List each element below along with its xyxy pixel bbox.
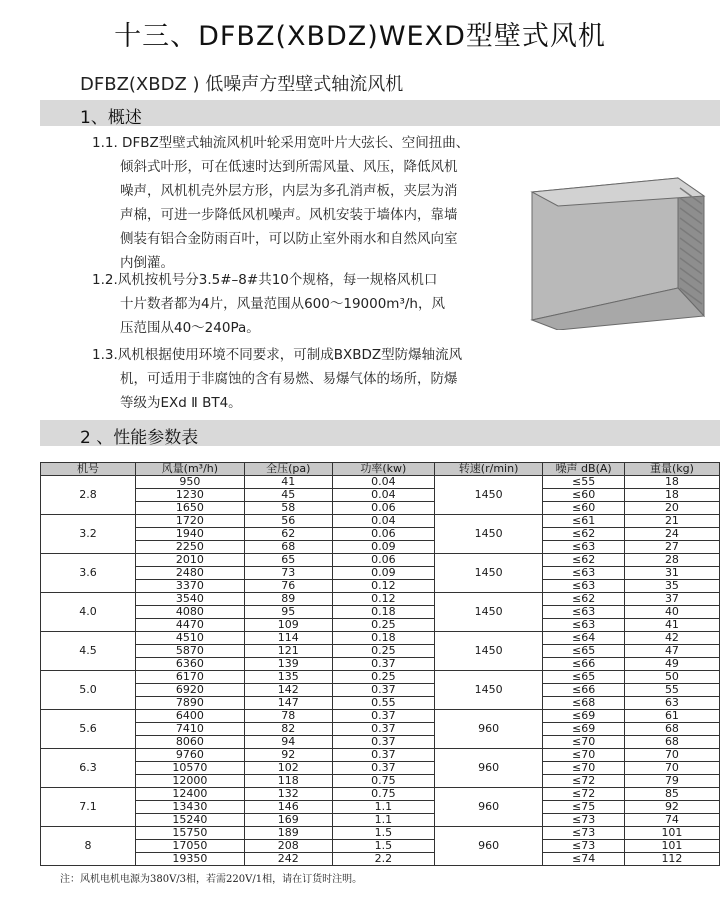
- power-cell: 0.18: [332, 632, 434, 645]
- noise-cell: ≤63: [543, 541, 624, 554]
- table-row: [41, 801, 720, 814]
- airflow-cell: 9760: [136, 749, 245, 762]
- airflow-cell: 2250: [136, 541, 245, 554]
- power-cell: 0.09: [332, 567, 434, 580]
- overview-line: 侧装有铝合金防雨百叶，可以防止室外雨水和自然风向室: [120, 231, 458, 247]
- noise-cell: ≤75: [543, 801, 624, 814]
- noise-cell: ≤63: [543, 606, 624, 619]
- pressure-cell: 95: [244, 606, 332, 619]
- overview-line: 内倒灌。: [120, 255, 174, 271]
- speed-cell: 960: [434, 710, 543, 749]
- weight-cell: 18: [624, 489, 719, 502]
- airflow-cell: 8060: [136, 736, 245, 749]
- weight-cell: 21: [624, 515, 719, 528]
- power-cell: 0.37: [332, 710, 434, 723]
- noise-cell: ≤72: [543, 775, 624, 788]
- overview-line: 压范围从40～240Pa。: [120, 320, 260, 336]
- weight-cell: 112: [624, 853, 719, 866]
- weight-cell: 68: [624, 723, 719, 736]
- noise-cell: ≤70: [543, 762, 624, 775]
- table-row: [41, 710, 720, 723]
- table-row: [41, 853, 720, 866]
- section-heading-overview: 1、概述: [80, 108, 142, 128]
- speed-cell: 1450: [434, 593, 543, 632]
- table-row: [41, 528, 720, 541]
- speed-cell: 1450: [434, 671, 543, 710]
- noise-cell: ≤63: [543, 580, 624, 593]
- table-row: [41, 788, 720, 801]
- weight-cell: 85: [624, 788, 719, 801]
- section-bar-overview: [40, 100, 720, 126]
- noise-cell: ≤63: [543, 619, 624, 632]
- table-row: [41, 476, 720, 489]
- noise-cell: ≤74: [543, 853, 624, 866]
- noise-cell: ≤60: [543, 489, 624, 502]
- airflow-cell: 1650: [136, 502, 245, 515]
- airflow-cell: 6360: [136, 658, 245, 671]
- weight-cell: 61: [624, 710, 719, 723]
- airflow-cell: 15240: [136, 814, 245, 827]
- airflow-cell: 17050: [136, 840, 245, 853]
- footnote: 注：风机电机电源为380V/3相，若需220V/1相，请在订货时注明。: [60, 874, 363, 885]
- pressure-cell: 45: [244, 489, 332, 502]
- model-cell: 4.0: [41, 593, 136, 632]
- noise-cell: ≤66: [543, 684, 624, 697]
- noise-cell: ≤62: [543, 528, 624, 541]
- power-cell: 0.25: [332, 671, 434, 684]
- table-row: [41, 762, 720, 775]
- pressure-cell: 135: [244, 671, 332, 684]
- airflow-cell: 4510: [136, 632, 245, 645]
- airflow-cell: 6400: [136, 710, 245, 723]
- airflow-cell: 13430: [136, 801, 245, 814]
- noise-cell: ≤63: [543, 567, 624, 580]
- power-cell: 0.12: [332, 593, 434, 606]
- table-row: [41, 697, 720, 710]
- pressure-cell: 102: [244, 762, 332, 775]
- power-cell: 0.06: [332, 528, 434, 541]
- speed-cell: 1450: [434, 515, 543, 554]
- performance-table: [40, 462, 720, 866]
- airflow-cell: 19350: [136, 853, 245, 866]
- weight-cell: 37: [624, 593, 719, 606]
- table-row: [41, 515, 720, 528]
- table-row: [41, 593, 720, 606]
- noise-cell: ≤73: [543, 840, 624, 853]
- airflow-cell: 2010: [136, 554, 245, 567]
- table-row: [41, 489, 720, 502]
- weight-cell: 50: [624, 671, 719, 684]
- airflow-cell: 7410: [136, 723, 245, 736]
- noise-cell: ≤70: [543, 736, 624, 749]
- model-cell: 5.0: [41, 671, 136, 710]
- overview-line: 1.1. DFBZ型壁式轴流风机叶轮采用宽叶片大弦长、空间扭曲、: [92, 135, 470, 151]
- power-cell: 1.1: [332, 801, 434, 814]
- weight-cell: 101: [624, 827, 719, 840]
- model-cell: 7.1: [41, 788, 136, 827]
- power-cell: 0.37: [332, 658, 434, 671]
- noise-cell: ≤73: [543, 827, 624, 840]
- pressure-cell: 189: [244, 827, 332, 840]
- table-row: [41, 684, 720, 697]
- weight-cell: 79: [624, 775, 719, 788]
- table-row: [41, 658, 720, 671]
- airflow-cell: 10570: [136, 762, 245, 775]
- table-row: [41, 541, 720, 554]
- model-cell: 4.5: [41, 632, 136, 671]
- power-cell: 1.5: [332, 840, 434, 853]
- airflow-cell: 3540: [136, 593, 245, 606]
- pressure-cell: 76: [244, 580, 332, 593]
- section-bar-performance: [40, 420, 720, 446]
- weight-cell: 35: [624, 580, 719, 593]
- power-cell: 2.2: [332, 853, 434, 866]
- weight-cell: 31: [624, 567, 719, 580]
- table-row: [41, 619, 720, 632]
- overview-line: 机，可适用于非腐蚀的含有易燃、易爆气体的场所，防爆: [120, 371, 458, 387]
- speed-cell: 960: [434, 749, 543, 788]
- power-cell: 1.5: [332, 827, 434, 840]
- noise-cell: ≤61: [543, 515, 624, 528]
- pressure-cell: 78: [244, 710, 332, 723]
- noise-cell: ≤66: [543, 658, 624, 671]
- weight-cell: 41: [624, 619, 719, 632]
- pressure-cell: 56: [244, 515, 332, 528]
- power-cell: 0.55: [332, 697, 434, 710]
- pressure-cell: 169: [244, 814, 332, 827]
- power-cell: 0.04: [332, 489, 434, 502]
- power-cell: 0.06: [332, 502, 434, 515]
- pressure-cell: 73: [244, 567, 332, 580]
- speed-cell: 1450: [434, 554, 543, 593]
- airflow-cell: 950: [136, 476, 245, 489]
- power-cell: 0.18: [332, 606, 434, 619]
- section-heading-performance: 2 、性能参数表: [80, 428, 199, 448]
- speed-cell: 960: [434, 788, 543, 827]
- noise-cell: ≤70: [543, 749, 624, 762]
- power-cell: 0.25: [332, 619, 434, 632]
- table-row: [41, 502, 720, 515]
- noise-cell: ≤73: [543, 814, 624, 827]
- power-cell: 0.37: [332, 749, 434, 762]
- speed-cell: 960: [434, 827, 543, 866]
- weight-cell: 47: [624, 645, 719, 658]
- power-cell: 0.75: [332, 788, 434, 801]
- airflow-cell: 15750: [136, 827, 245, 840]
- table-row: [41, 580, 720, 593]
- airflow-cell: 12400: [136, 788, 245, 801]
- power-cell: 1.1: [332, 814, 434, 827]
- airflow-cell: 1720: [136, 515, 245, 528]
- page-subtitle: DFBZ(XBDZ ) 低噪声方型壁式轴流风机: [80, 74, 404, 95]
- noise-cell: ≤65: [543, 671, 624, 684]
- overview-paragraph-2: [92, 268, 445, 340]
- airflow-cell: 3370: [136, 580, 245, 593]
- power-cell: 0.04: [332, 476, 434, 489]
- overview-line: 等级为EXd Ⅱ BT4。: [120, 395, 242, 411]
- table-row: [41, 632, 720, 645]
- noise-cell: ≤62: [543, 593, 624, 606]
- col-header-speed: 转速(r/min): [434, 463, 543, 476]
- overview-line: 倾斜式叶形，可在低速时达到所需风量、风压，降低风机: [120, 159, 458, 175]
- noise-cell: ≤68: [543, 697, 624, 710]
- weight-cell: 70: [624, 762, 719, 775]
- noise-cell: ≤55: [543, 476, 624, 489]
- weight-cell: 55: [624, 684, 719, 697]
- pressure-cell: 118: [244, 775, 332, 788]
- speed-cell: 1450: [434, 476, 543, 515]
- airflow-cell: 1940: [136, 528, 245, 541]
- pressure-cell: 121: [244, 645, 332, 658]
- overview-line: 噪声，风机机壳外层方形，内层为多孔消声板，夹层为消: [120, 183, 458, 199]
- power-cell: 0.25: [332, 645, 434, 658]
- noise-cell: ≤69: [543, 723, 624, 736]
- weight-cell: 42: [624, 632, 719, 645]
- overview-line: 声棉，可进一步降低风机噪声。风机安装于墙体内，靠墙: [120, 207, 458, 223]
- pressure-cell: 242: [244, 853, 332, 866]
- pressure-cell: 147: [244, 697, 332, 710]
- col-header-airflow: 风量(m³/h): [136, 463, 245, 476]
- weight-cell: 20: [624, 502, 719, 515]
- weight-cell: 68: [624, 736, 719, 749]
- table-header-row: [41, 463, 720, 476]
- airflow-cell: 5870: [136, 645, 245, 658]
- table-row: [41, 671, 720, 684]
- power-cell: 0.37: [332, 723, 434, 736]
- model-cell: 5.6: [41, 710, 136, 749]
- airflow-cell: 4080: [136, 606, 245, 619]
- pressure-cell: 82: [244, 723, 332, 736]
- table-body: [41, 476, 720, 866]
- pressure-cell: 58: [244, 502, 332, 515]
- power-cell: 0.37: [332, 684, 434, 697]
- overview-line: 1.3.风机根据使用环境不同要求，可制成BXBDZ型防爆轴流风: [92, 347, 463, 363]
- table-row: [41, 723, 720, 736]
- table-row: [41, 749, 720, 762]
- noise-cell: ≤69: [543, 710, 624, 723]
- wall-fan-image: [528, 170, 708, 330]
- power-cell: 0.12: [332, 580, 434, 593]
- table-row: [41, 606, 720, 619]
- model-cell: 8: [41, 827, 136, 866]
- speed-cell: 1450: [434, 632, 543, 671]
- pressure-cell: 68: [244, 541, 332, 554]
- table-row: [41, 567, 720, 580]
- weight-cell: 40: [624, 606, 719, 619]
- col-header-pressure: 全压(pa): [244, 463, 332, 476]
- weight-cell: 18: [624, 476, 719, 489]
- table-row: [41, 736, 720, 749]
- model-cell: 2.8: [41, 476, 136, 515]
- power-cell: 0.37: [332, 762, 434, 775]
- weight-cell: 70: [624, 749, 719, 762]
- pressure-cell: 114: [244, 632, 332, 645]
- table-row: [41, 827, 720, 840]
- weight-cell: 27: [624, 541, 719, 554]
- pressure-cell: 92: [244, 749, 332, 762]
- power-cell: 0.09: [332, 541, 434, 554]
- pressure-cell: 62: [244, 528, 332, 541]
- overview-paragraph-3: [92, 343, 462, 415]
- table-row: [41, 554, 720, 567]
- weight-cell: 28: [624, 554, 719, 567]
- pressure-cell: 41: [244, 476, 332, 489]
- pressure-cell: 142: [244, 684, 332, 697]
- col-header-weight: 重量(kg): [624, 463, 719, 476]
- noise-cell: ≤65: [543, 645, 624, 658]
- col-header-noise: 噪声 dB(A): [543, 463, 624, 476]
- pressure-cell: 109: [244, 619, 332, 632]
- model-cell: 6.3: [41, 749, 136, 788]
- page-title: 十三、DFBZ(XBDZ)WEXD型壁式风机: [114, 21, 606, 52]
- noise-cell: ≤64: [543, 632, 624, 645]
- airflow-cell: 6920: [136, 684, 245, 697]
- noise-cell: ≤72: [543, 788, 624, 801]
- power-cell: 0.04: [332, 515, 434, 528]
- airflow-cell: 12000: [136, 775, 245, 788]
- pressure-cell: 94: [244, 736, 332, 749]
- weight-cell: 24: [624, 528, 719, 541]
- weight-cell: 49: [624, 658, 719, 671]
- model-cell: 3.2: [41, 515, 136, 554]
- pressure-cell: 132: [244, 788, 332, 801]
- airflow-cell: 4470: [136, 619, 245, 632]
- airflow-cell: 7890: [136, 697, 245, 710]
- noise-cell: ≤60: [543, 502, 624, 515]
- pressure-cell: 146: [244, 801, 332, 814]
- weight-cell: 74: [624, 814, 719, 827]
- pressure-cell: 139: [244, 658, 332, 671]
- overview-paragraph-1: [92, 131, 469, 275]
- weight-cell: 92: [624, 801, 719, 814]
- pressure-cell: 65: [244, 554, 332, 567]
- table-row: [41, 775, 720, 788]
- col-header-model: 机号: [41, 463, 136, 476]
- overview-line: 十片数者都为4片，风量范围从600～19000m³/h，风: [120, 296, 445, 312]
- table-row: [41, 840, 720, 853]
- noise-cell: ≤62: [543, 554, 624, 567]
- overview-line: 1.2.风机按机号分3.5#–8#共10个规格，每一规格风机口: [92, 272, 438, 288]
- power-cell: 0.75: [332, 775, 434, 788]
- airflow-cell: 6170: [136, 671, 245, 684]
- weight-cell: 101: [624, 840, 719, 853]
- pressure-cell: 89: [244, 593, 332, 606]
- airflow-cell: 1230: [136, 489, 245, 502]
- power-cell: 0.06: [332, 554, 434, 567]
- col-header-power: 功率(kw): [332, 463, 434, 476]
- airflow-cell: 2480: [136, 567, 245, 580]
- table-row: [41, 645, 720, 658]
- pressure-cell: 208: [244, 840, 332, 853]
- table-row: [41, 814, 720, 827]
- weight-cell: 63: [624, 697, 719, 710]
- model-cell: 3.6: [41, 554, 136, 593]
- power-cell: 0.37: [332, 736, 434, 749]
